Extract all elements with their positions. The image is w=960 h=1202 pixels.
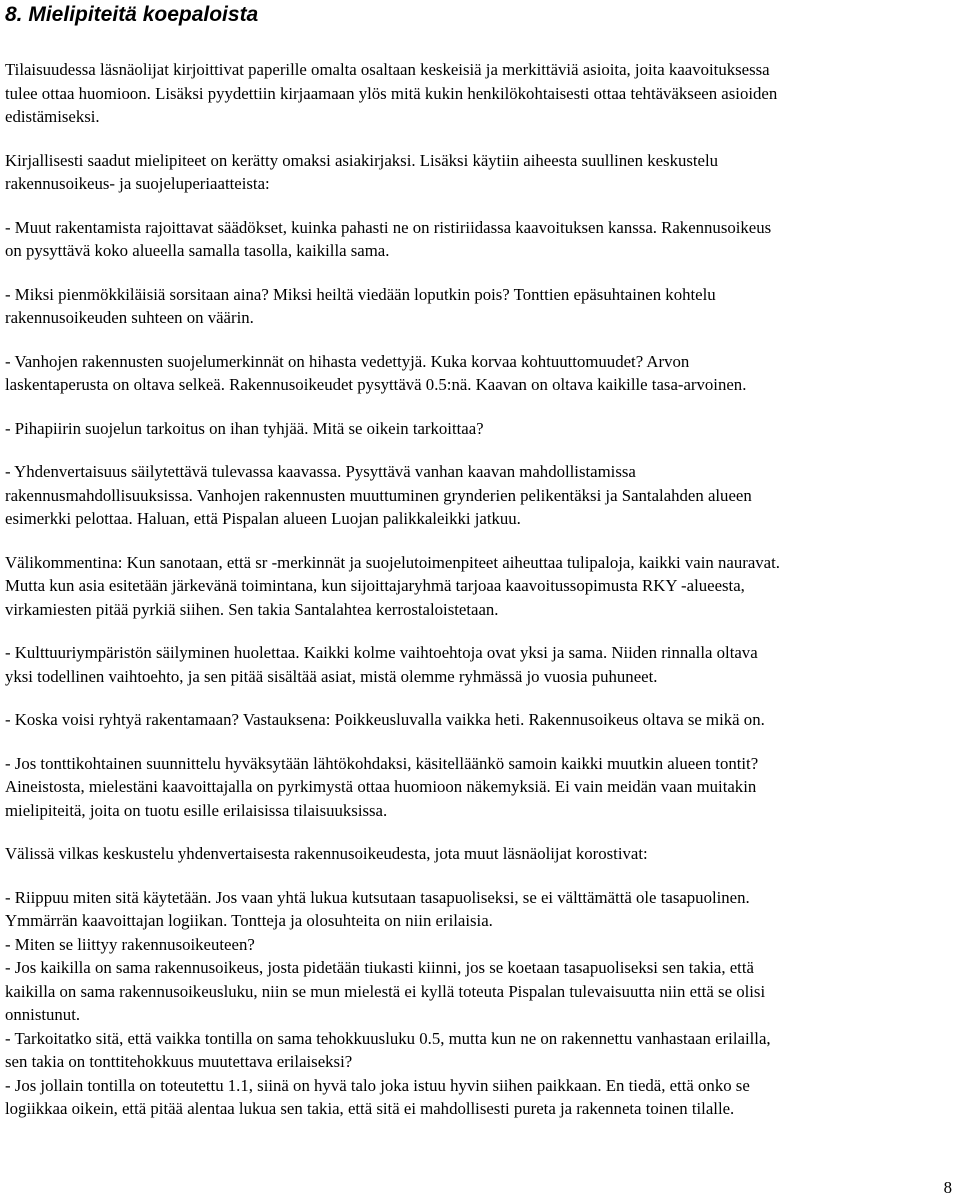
discussion-line: - Jos jollain tontilla on toteutettu 1.1, siinä on hyvä talo joka istuu hyvin siihen paikkaan. En tiedä, että onko se logiikkaa oikein, että pitää alentaa lukua sen takia, että sitä ei mahdollisesti pureta ja rakenneta toinen tilalle. (5, 1075, 750, 1118)
discussion-line: - Jos kaikilla on sama rakennusoikeus, josta pidetään tiukasti kiinni, jos se koetaan tasapuoliseksi sen takia, että kaikilla on sama rakennusoikeusluku, niin se mun mielestä ei kyllä toteuta Pispalan tulevaisuutta niin että se olisi onnistunut. (5, 958, 766, 1024)
discussion-line: - Miten se liittyy rakennusoikeuteen? (5, 934, 255, 954)
opinion-item: - Pihapiirin suojelun tarkoitus on ihan tyhjää. Mitä se oikein tarkoittaa? (5, 418, 484, 438)
discussion-line: - Riippuu miten sitä käytetään. Jos vaan yhtä lukua kutsutaan tasapuoliseksi, se ei välttämättä ole tasapuolinen. Ymmärrän kaavoittajan logiikan. Tontteja ja olosuhteita on niin erilaisia. (5, 887, 750, 930)
page-number: 8 (943, 1178, 952, 1197)
opinion-item: - Jos tonttikohtainen suunnittelu hyväksytään lähtökohdaksi, käsitelläänkö samoin kaikki muutkin alueen tontit? Aineistosta, mielestäni kaavoittajalla on pyrkimystä ottaa huomioon näkemyksiä. Ei vain meidän vaan muitakin mielipiteitä, joita on tuotu esille erilaisissa tilaisuuksissa. (5, 753, 759, 820)
opinion-item: - Vanhojen rakennusten suojelumerkinnät on hihasta vedettyjä. Kuka korvaa kohtuuttomuudet? Arvon laskentaperusta on oltava selkeä. Rakennusoikeudet pysyttävä 0.5:nä. Kaavan on oltava kaikille tasa-arvoinen. (5, 351, 747, 394)
written-opinions-paragraph: Kirjallisesti saadut mielipiteet on kerätty omaksi asiakirjaksi. Lisäksi käytiin aiheesta suullinen keskustelu rakennusoikeus- ja suojeluperiaatteista: (5, 150, 719, 193)
document-page (5, 0, 955, 1121)
body-text (5, 58, 955, 1121)
interim-comment-paragraph: Välikommentina: Kun sanotaan, että sr -merkinnät ja suojelutoimenpiteet aiheuttaa tulipaloja, kaikki vain nauravat. Mutta kun asia esitetään järkevänä toimintana, kun sijoittajaryhmä tarjoaa kaavoitussopimusta RKY -alueesta, virkamiesten pitää pyrkiä siihen. Sen takia Santalahtea kerrostaloistetaan. (5, 552, 780, 619)
opinion-item: - Koska voisi ryhtyä rakentamaan? Vastauksena: Poikkeusluvalla vaikka heti. Rakennusoikeus oltava se mikä on. (5, 710, 765, 729)
discussion-intro-paragraph: Välissä vilkas keskustelu yhdenvertaisesta rakennusoikeudesta, jota muut läsnäolijat korostivat: (5, 844, 648, 863)
section-heading: 8. Mielipiteitä koepaloista (5, 3, 259, 26)
opinion-item: - Yhdenvertaisuus säilytettävä tulevassa kaavassa. Pysyttävä vanhan kaavan mahdollistamissa rakennusmahdollisuuksissa. Vanhojen rakennusten muuttuminen grynderien pelikentäksi ja Santalahden alueen esimerkki pelottaa. Haluan, että Pispalan alueen Luojan palikkaleikki jatkuu. (5, 462, 752, 528)
discussion-line: - Tarkoitatko sitä, että vaikka tontilla on sama tehokkuusluku 0.5, mutta kun ne on rakennettu vanhastaan erilailla, sen takia on tonttitehokkuus muutettava erilaiseksi? (5, 1028, 771, 1071)
opinion-item: - Kulttuuriympäristön säilyminen huolettaa. Kaikki kolme vaihtoehtoja ovat yksi ja sama. Niiden rinnalla oltava yksi todellinen vaihtoehto, ja sen pitää sisältää asiat, mistä olemme ryhmässä jo vuosia puhuneet. (5, 643, 758, 686)
intro-paragraph: Tilaisuudessa läsnäolijat kirjoittivat paperille omalta osaltaan keskeisiä ja merkittäviä asioita, joita kaavoituksessa tulee ottaa huomioon. Lisäksi pyydettiin kirjaamaan ylös mitä kukin henkilökohtaisesti ottaa tehtäväkseen asioiden edistämiseksi. (5, 60, 778, 126)
discussion-list (5, 886, 955, 1121)
opinion-item: - Muut rakentamista rajoittavat säädökset, kuinka pahasti ne on ristiriidassa kaavoituksen kanssa. Rakennusoikeus on pysyttävä koko alueella samalla tasolla, kaikilla sama. (5, 217, 772, 260)
opinion-item: - Miksi pienmökkiläisiä sorsitaan aina? Miksi heiltä viedään loputkin pois? Tonttien epäsuhtainen kohtelu rakennusoikeuden suhteen on väärin. (5, 284, 716, 327)
